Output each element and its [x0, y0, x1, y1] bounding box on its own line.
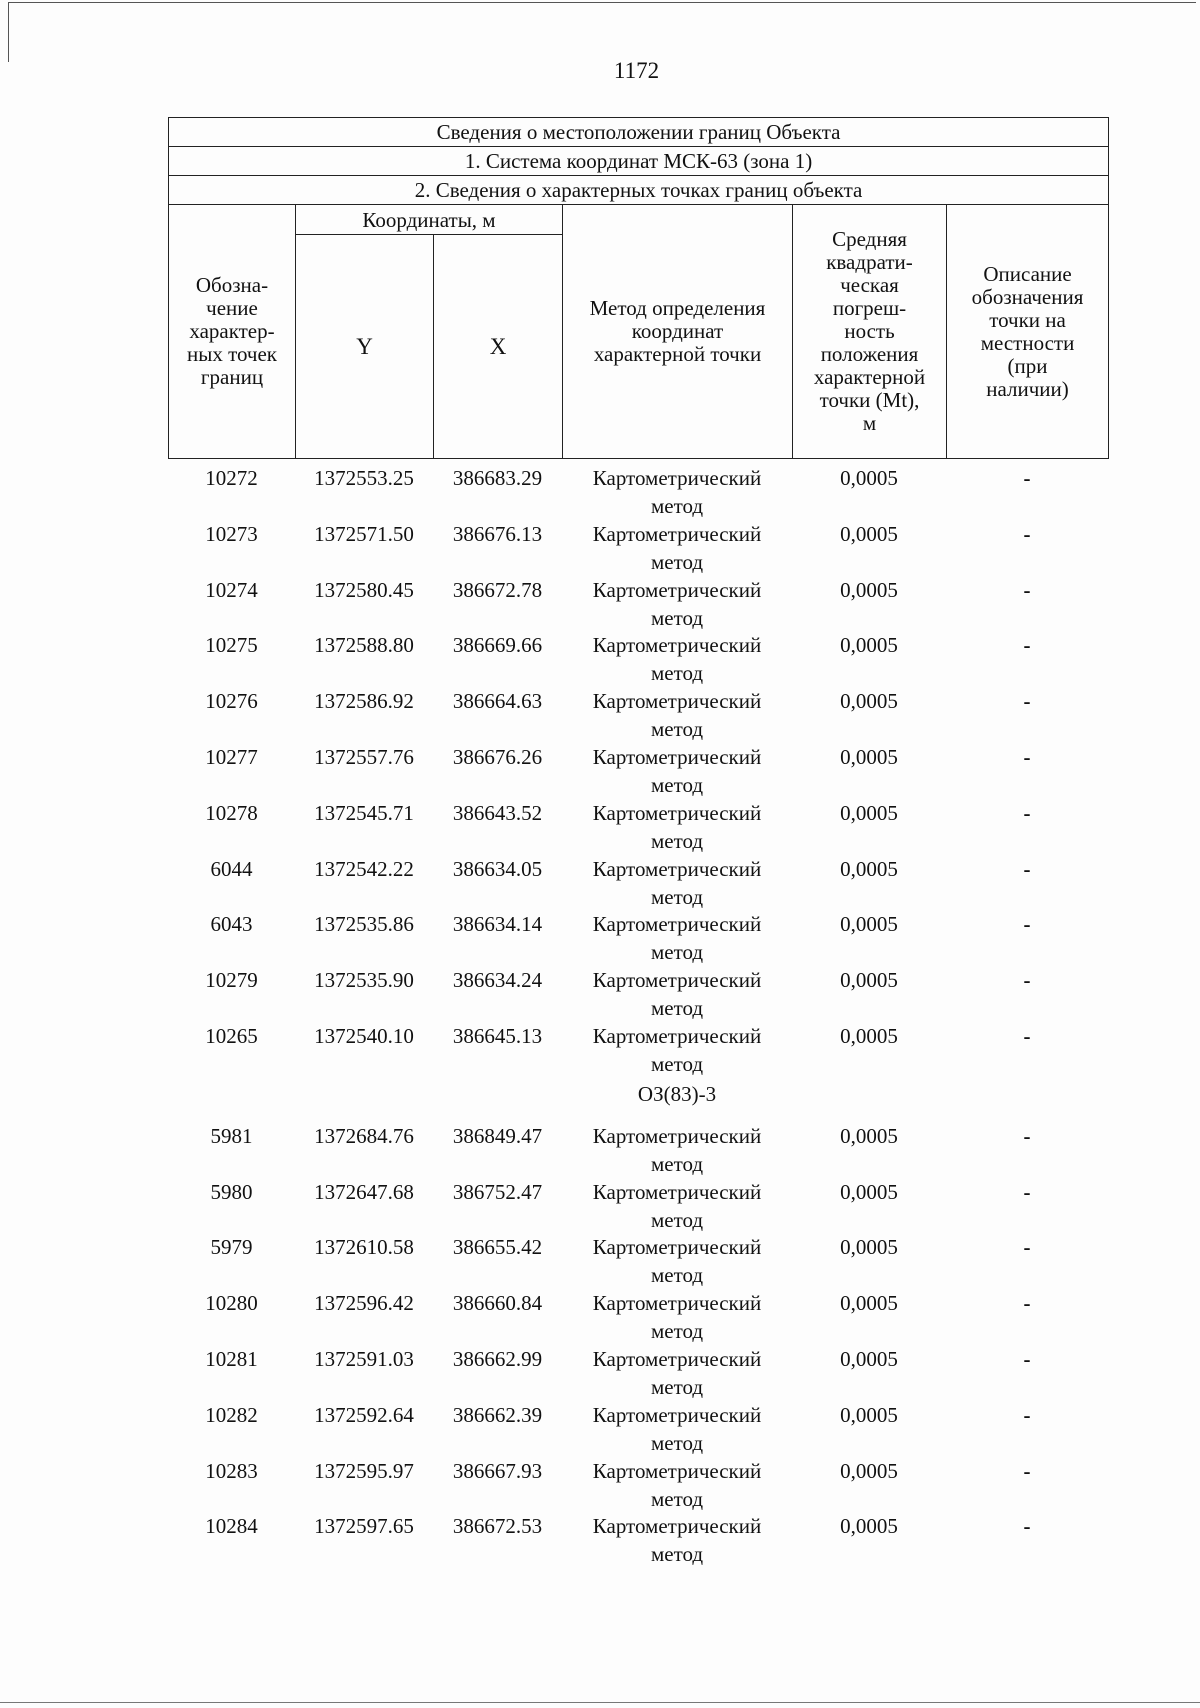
table-row: [168, 743, 1108, 799]
point-id-cell: 10279: [205, 968, 258, 993]
table-row: [168, 1345, 1108, 1401]
description-cell: -: [1023, 968, 1031, 993]
coord-x-cell: 386645.13: [452, 1023, 543, 1048]
method-cell: Картометрический метод: [592, 744, 762, 797]
coord-x-cell: 386634.14: [452, 912, 543, 937]
error-cell: 0,0005: [840, 577, 898, 602]
col-header-method: Метод определения координат характерной точки: [563, 205, 793, 459]
coord-x-cell: 386752.47: [452, 1179, 543, 1204]
method-cell: Картометрический метод: [592, 912, 762, 965]
coord-y-cell: 1372592.64: [314, 1402, 414, 1427]
method-cell: Картометрический метод: [592, 1023, 762, 1076]
coord-x-cell: 386634.24: [452, 968, 543, 993]
table-row: [168, 1178, 1108, 1234]
coord-y-cell: 1372591.03: [314, 1346, 414, 1371]
coord-y-cell: 1372596.42: [314, 1291, 414, 1316]
description-cell: -: [1023, 800, 1031, 825]
table-row: [168, 1401, 1108, 1457]
coord-x-cell: 386849.47: [452, 1123, 543, 1148]
method-cell: Картометрический метод: [592, 1514, 762, 1567]
col-header-x: X: [434, 235, 563, 459]
error-cell: 0,0005: [840, 1179, 898, 1204]
point-id-cell: 10265: [205, 1023, 258, 1048]
error-cell: 0,0005: [840, 689, 898, 714]
coord-y-cell: 1372553.25: [314, 466, 414, 490]
method-cell: Картометрический метод: [592, 521, 762, 574]
table-row: [168, 966, 1108, 1022]
scan-edge-bottom: [0, 1702, 1200, 1703]
table-row: [168, 576, 1108, 632]
coord-x-cell: 386662.39: [452, 1402, 543, 1427]
description-cell: -: [1023, 1458, 1031, 1483]
coord-x-cell: 386683.29: [452, 466, 543, 490]
coord-y-cell: 1372557.76: [314, 744, 414, 769]
description-cell: -: [1023, 856, 1031, 881]
coord-x-cell: 386676.26: [452, 744, 543, 769]
group-label: ОЗ(83)-3: [637, 1081, 717, 1106]
point-id-cell: 10272: [205, 466, 258, 490]
error-cell: 0,0005: [840, 800, 898, 825]
method-cell: Картометрический метод: [592, 689, 762, 742]
coord-x-cell: 386634.05: [452, 856, 543, 881]
error-cell: 0,0005: [840, 968, 898, 993]
coord-y-cell: 1372580.45: [314, 577, 414, 602]
point-id-cell: 10274: [205, 577, 258, 602]
method-cell: Картометрический метод: [592, 1346, 762, 1399]
method-cell: Картометрический метод: [592, 1179, 762, 1232]
description-cell: -: [1023, 1291, 1031, 1316]
description-cell: -: [1023, 744, 1031, 769]
method-cell: Картометрический метод: [592, 1235, 762, 1288]
table-row: [168, 520, 1108, 576]
header-coord-system: 1. Система координат МСК-63 (зона 1): [169, 147, 1109, 176]
description-cell: -: [1023, 1123, 1031, 1148]
point-id-cell: 5981: [210, 1123, 253, 1148]
coordinates-table-body: [168, 464, 1108, 1568]
col-header-y: Y: [296, 235, 434, 459]
point-group-2: [168, 1122, 1108, 1568]
coord-y-cell: 1372535.86: [314, 912, 414, 937]
coord-x-cell: 386669.66: [452, 633, 543, 658]
error-cell: 0,0005: [840, 1346, 898, 1371]
method-cell: Картометрический метод: [592, 1123, 762, 1176]
error-cell: 0,0005: [840, 912, 898, 937]
col-header-point: Обозна- чение характер- ных точек границ: [169, 205, 296, 459]
table-row: [168, 1457, 1108, 1513]
error-cell: 0,0005: [840, 466, 898, 490]
scan-edge-left: [8, 2, 9, 62]
method-cell: Картометрический метод: [592, 856, 762, 909]
coord-y-cell: 1372545.71: [314, 800, 414, 825]
coord-x-cell: 386662.99: [452, 1346, 543, 1371]
method-cell: Картометрический метод: [592, 1458, 762, 1511]
method-cell: Картометрический метод: [592, 968, 762, 1021]
point-id-cell: 10281: [205, 1346, 258, 1371]
method-cell: Картометрический метод: [592, 800, 762, 853]
description-cell: -: [1023, 1514, 1031, 1539]
coord-y-cell: 1372595.97: [314, 1458, 414, 1483]
error-cell: 0,0005: [840, 633, 898, 658]
error-cell: 0,0005: [840, 1458, 898, 1483]
point-id-cell: 5980: [210, 1179, 253, 1204]
description-cell: -: [1023, 577, 1031, 602]
table-row: [168, 464, 1108, 520]
header-section: 2. Сведения о характерных точках границ объекта: [169, 176, 1109, 205]
description-cell: -: [1023, 1023, 1031, 1048]
table-row: [168, 1122, 1108, 1178]
description-cell: -: [1023, 1235, 1031, 1260]
table-row: [168, 687, 1108, 743]
method-cell: Картометрический метод: [592, 633, 762, 686]
coord-x-cell: 386643.52: [452, 800, 543, 825]
point-group-1: [168, 464, 1108, 1078]
error-cell: 0,0005: [840, 521, 898, 546]
description-cell: -: [1023, 1179, 1031, 1204]
description-cell: -: [1023, 912, 1031, 937]
description-cell: -: [1023, 1402, 1031, 1427]
table-row: [168, 855, 1108, 911]
method-cell: Картометрический метод: [592, 1291, 762, 1344]
point-id-cell: 10283: [205, 1458, 258, 1483]
table-row: [168, 631, 1108, 687]
error-cell: 0,0005: [840, 1023, 898, 1048]
description-cell: -: [1023, 1346, 1031, 1371]
point-id-cell: 6044: [210, 856, 253, 881]
coord-x-cell: 386676.13: [452, 521, 543, 546]
coord-y-cell: 1372610.58: [314, 1235, 414, 1260]
page-number: 1172: [613, 58, 660, 83]
coord-y-cell: 1372586.92: [314, 689, 414, 714]
description-cell: -: [1023, 466, 1031, 490]
error-cell: 0,0005: [840, 1514, 898, 1539]
table-row: [168, 1233, 1108, 1289]
description-cell: -: [1023, 689, 1031, 714]
col-header-desc: Описание обозначения точки на местности (при наличии): [947, 205, 1109, 459]
col-header-error: Средняя квадрати- ческая погреш- ность положения характерной точки (Mt), м: [793, 205, 947, 459]
table-row: [168, 1022, 1108, 1078]
header-title: Сведения о местоположении границ Объекта: [169, 118, 1109, 147]
coord-y-cell: 1372684.76: [314, 1123, 414, 1148]
coord-x-cell: 386667.93: [452, 1458, 543, 1483]
coord-x-cell: 386655.42: [452, 1235, 543, 1260]
description-cell: -: [1023, 521, 1031, 546]
description-cell: -: [1023, 633, 1031, 658]
coord-y-cell: 1372597.65: [314, 1514, 414, 1539]
point-id-cell: 10280: [205, 1291, 258, 1316]
error-cell: 0,0005: [840, 1402, 898, 1427]
coord-y-cell: 1372540.10: [314, 1023, 414, 1048]
point-id-cell: 10276: [205, 689, 258, 714]
coord-x-cell: 386672.53: [452, 1514, 543, 1539]
point-id-cell: 10278: [205, 800, 258, 825]
error-cell: 0,0005: [840, 856, 898, 881]
method-cell: Картометрический метод: [592, 1402, 762, 1455]
table-row: [168, 910, 1108, 966]
point-id-cell: 6043: [210, 912, 253, 937]
header-table: [168, 117, 1109, 459]
coord-x-cell: 386664.63: [452, 689, 543, 714]
coord-x-cell: 386660.84: [452, 1291, 543, 1316]
method-cell: Картометрический метод: [592, 577, 762, 630]
error-cell: 0,0005: [840, 1235, 898, 1260]
method-cell: Картометрический метод: [592, 466, 762, 518]
coord-y-cell: 1372588.80: [314, 633, 414, 658]
point-id-cell: 10273: [205, 521, 258, 546]
error-cell: 0,0005: [840, 1291, 898, 1316]
col-header-coords: Координаты, м: [296, 205, 563, 235]
point-id-cell: 10277: [205, 744, 258, 769]
scan-edge-top: [8, 2, 1196, 3]
group-label-row: [168, 1078, 1108, 1122]
point-id-cell: 10275: [205, 633, 258, 658]
coord-y-cell: 1372647.68: [314, 1179, 414, 1204]
coord-x-cell: 386672.78: [452, 577, 543, 602]
coord-y-cell: 1372535.90: [314, 968, 414, 993]
point-id-cell: 5979: [210, 1235, 253, 1260]
table-row: [168, 1289, 1108, 1345]
table-row: [168, 1512, 1108, 1568]
point-id-cell: 10284: [205, 1514, 258, 1539]
coord-y-cell: 1372542.22: [314, 856, 414, 881]
coord-y-cell: 1372571.50: [314, 521, 414, 546]
table-row: [168, 799, 1108, 855]
error-cell: 0,0005: [840, 744, 898, 769]
point-id-cell: 10282: [205, 1402, 258, 1427]
error-cell: 0,0005: [840, 1123, 898, 1148]
